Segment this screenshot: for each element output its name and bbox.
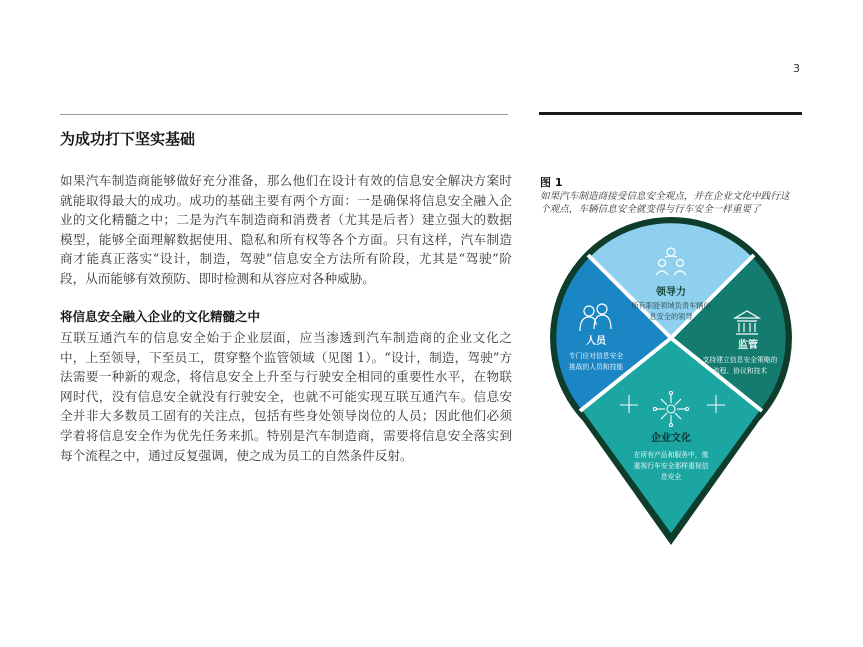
leadership-title: 领导力	[656, 287, 686, 298]
leadership-line1: 所有职能领域负责车辆信	[631, 301, 711, 310]
governance-line2: 流程、协议和技术	[712, 367, 768, 375]
culture-line3: 息安全	[660, 473, 682, 481]
culture-line2: 重视行车安全那样重视信	[633, 462, 709, 470]
people-line2: 挑战的人员和技能	[568, 363, 624, 371]
body-paragraph: 互联互通汽车的信息安全始于企业层面，应当渗透到汽车制造商的企业文化之中，上至领导，下至员工，贯穿整个监管领域（见图 1）。“设计，制造，驾驶”方法需要一种新的观念，将信息安全上升至与行驶安全相同的重要性水平，在物联网时代，没有信息安全就没有行驶安全，也就不可能实现互联互通汽车。信息安全并非大多数员工固有的关注点，包括有些身处领导岗位的人员；因此他们必须学着将信息安全作为优先任务来抓。特别是汽车制造商，需要将信息安全落实到每个流程之中，通过反复强调，使之成为员工的自然条件反射。	[60, 330, 512, 463]
page-number: 3	[793, 62, 800, 75]
figure-divider	[539, 112, 802, 115]
culture-title: 企业文化	[651, 433, 691, 444]
people-line1: 专门应对信息安全	[568, 352, 624, 360]
leadership-line2: 息安全的领导	[649, 312, 693, 321]
governance-line1: 支持建立信息安全策略的	[702, 356, 778, 364]
intro-paragraph: 如果汽车制造商能够做好充分准备，那么他们在设计有效的信息安全解决方案时就能取得最大的成功。成功的基础主要有两个方面：一是确保将信息安全融入企业的文化精髓之中；二是为汽车制造商和消费者（尤其是后者）建立强大的数据模型，能够全面理解数据使用、隐私和所有权等各个方面。只有这样，汽车制造商才能真正落实“设计，制造，驾驶”信息安全方法所有阶段，尤其是“驾驶”阶段，从而能够有效预防、即时检测和从容应对各种威胁。	[60, 173, 512, 286]
figure-label: 图 1	[540, 176, 563, 189]
section-divider	[60, 114, 508, 115]
subheading: 将信息安全融入企业的文化精髓之中	[60, 309, 261, 324]
section-title: 为成功打下坚实基础	[60, 130, 196, 148]
culture-diagram	[540, 205, 803, 550]
culture-line1: 在所有产品和服务中，像	[633, 451, 709, 459]
people-title: 人员	[586, 336, 606, 347]
figure-caption: 如果汽车制造商接受信息安全观点，并在企业文化中践行这个观点，车辆信息安全就变得与行车安全一样重要了	[540, 191, 790, 215]
governance-title: 监管	[738, 340, 758, 351]
